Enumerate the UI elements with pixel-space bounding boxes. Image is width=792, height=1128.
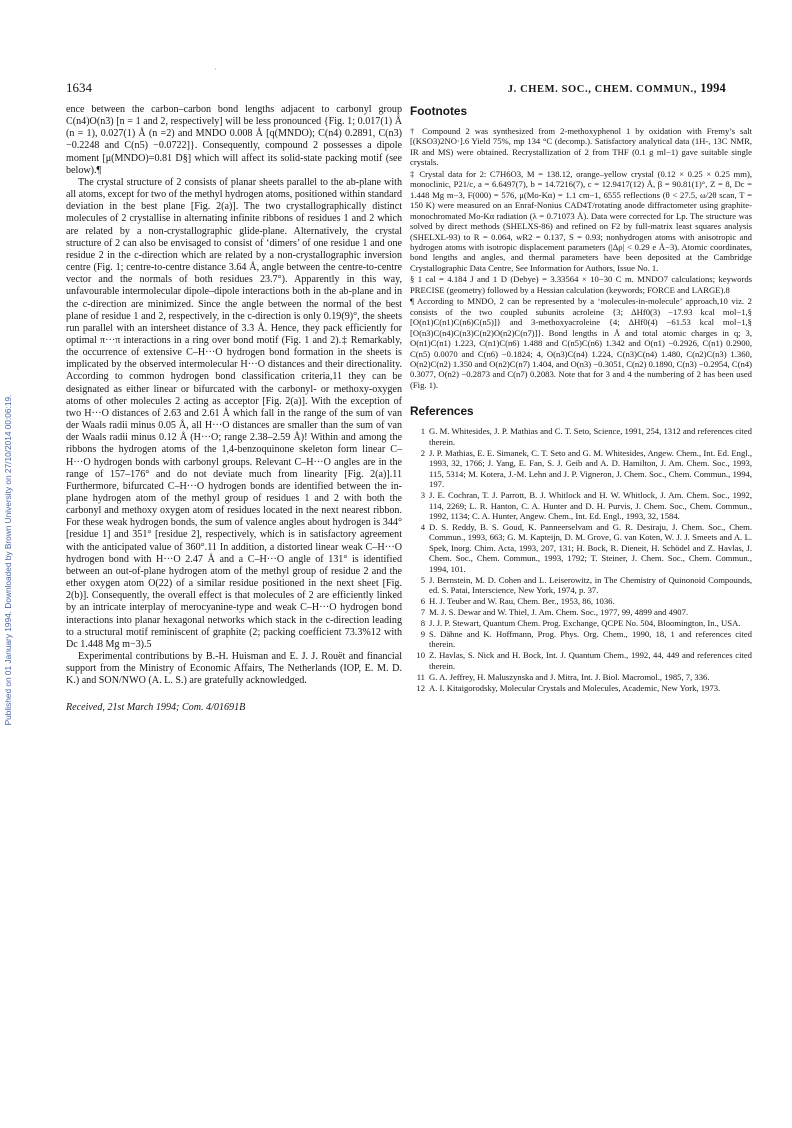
reference-item xyxy=(410,607,752,617)
reference-number: 4 xyxy=(420,521,425,532)
reference-item xyxy=(410,575,752,596)
reference-number: 5 xyxy=(420,574,425,585)
reference-text: G. A. Jeffrey, H. Maluszynska and J. Mitra, Int. J. Biol. Macromol., 1985, 7, 336. xyxy=(429,671,710,682)
journal-header xyxy=(508,81,726,96)
download-watermark: Published on 01 January 1994. Downloaded by Brown University on 27/10/2014 00:06:19. xyxy=(3,394,13,726)
footnote: ¶ According to MNDO, 2 can be represented by a ‘molecules-in-molecule’ approach,10 viz. 2 consists of the two coupled subunits acroleine {3; ΔHf0(3) −17.93 kcal mol−1,§ [O(n1)C(n1)C(n6)C(n5)]} and 3-methoxyacroleine {4; ΔHf0(4) −61.53 kcal mol−1,§ [O(n3)C(n4)C(n3)C(n2)O(n2)C(n7)]}. Bond lengths in Å and total atomic charges in q; 3, O(n1)C(n1) 1.223, C(n1)C(n6) 1.488 and C(n5)C(n6) 1.342 and O(n1) −0.2926, C(n1) 0.2900, C(n5) 0.0070 and C(n6) −0.1824; 4, O(n3)C(n4) 1.224, C(n3)C(n4) 1.480, C(n2)C(n3) 1.360, O(n2)C(n2) 1.350 and O(n2)C(n7) 1.404, and O(n3) −0.3051, C(n2) 0.1890, C(n3) −0.2954, C(n4) 0.3077, O(n2) −0.2873 and C(n7) 0.2083. Note that for 3 and 4 the numbering of 2 has been used (Fig. 1). xyxy=(410,296,752,390)
reference-item xyxy=(410,596,752,606)
journal-name: J. CHEM. SOC., CHEM. COMMUN., xyxy=(507,84,697,95)
footnote: § 1 cal = 4.184 J and 1 D (Debye) = 3.33564 × 10−30 C m. MNDO7 calculations; keywords PRECISE (geometry) followed by a Hessian calculation (keywords; FORCE and LARGE).8 xyxy=(410,274,752,295)
body-paragraph: ence between the carbon–carbon bond lengths adjacent to carbonyl group C(n4)O(n3) [n = 1 and 2, respectively] will be less pronounced {Fig. 1; 0.017(1) Å (n = 1), 0.027(1) Å (n =2) and MNDO 0.008 Å [q(MNDO); C(n4) 0.2891, C(n3) −0.2248 and C(n5) −0.0722]}. Consequently, compound 2 possesses a dipole moment [μ(MNDO)=0.81 D§] which will affect its solid-state packing motif (see below).¶ xyxy=(66,104,402,176)
reference-text: D. S. Reddy, B. S. Goud, K. Panneerselvam and G. R. Desiraju, J. Chem. Soc., Chem. Commun., 1993, 663; G. M. Kapteijn, D. M. Grove, G. van Koten, W. J. J. Smeets and A. L. Spek, Inorg. Chim. Acta, 1993, 207, 131; H. Bock, R. Dieneit, H. Schödel and Z. Havlas, J. Chem. Soc., Chem. Commun., 1993, 1792; T. Steiner, J. Chem. Soc., Chem. Commun., 1994, 101. xyxy=(429,521,752,574)
stray-mark: · xyxy=(214,64,217,74)
article-body xyxy=(66,104,402,688)
left-column xyxy=(66,104,402,713)
reference-number: 1 xyxy=(420,426,425,437)
right-column xyxy=(410,104,752,694)
reference-item xyxy=(410,426,752,447)
reference-text: J. Bernstein, M. D. Cohen and L. Leiserowitz, in The Chemistry of Quinonoid Compounds, ed. S. Patai, Interscience, New York, 1974, p. 37. xyxy=(429,574,752,596)
page-number: 1634 xyxy=(66,80,92,95)
reference-item xyxy=(410,629,752,650)
reference-number: 10 xyxy=(416,650,425,661)
reference-text: Z. Havlas, S. Nick and H. Bock, Int. J. Quantum Chem., 1992, 44, 449 and references cited therein. xyxy=(429,650,752,671)
reference-text: H. J. Teuber and W. Rau, Chem. Ber., 1953, 86, 1036. xyxy=(429,596,615,607)
footnotes-heading: Footnotes xyxy=(410,104,468,118)
reference-number: 12 xyxy=(416,682,425,693)
reference-number: 7 xyxy=(420,607,425,618)
references-list xyxy=(410,426,752,693)
reference-number: 6 xyxy=(420,596,425,607)
reference-text: G. M. Whitesides, J. P. Mathias and C. T. Seto, Science, 1991, 254, 1312 and references cited therein. xyxy=(429,426,752,447)
journal-year: 1994 xyxy=(700,81,726,95)
reference-text: A. I. Kitaigorodsky, Molecular Crystals and Molecules, Academic, New York, 1973. xyxy=(429,682,721,693)
reference-text: S. Dähne and K. Hoffmann, Prog. Phys. Org. Chem., 1990, 18, 1 and references cited therein. xyxy=(429,628,752,650)
reference-item xyxy=(410,650,752,671)
reference-number: 11 xyxy=(416,671,425,682)
footnote: ‡ Crystal data for 2: C7H6O3, M = 138.12, orange–yellow crystal (0.12 × 0.25 × 0.25 mm), monoclinic, P21/c, a = 6.6497(7), b = 14.7216(7), c = 12.9417(12) Å, β = 90.81(1)°, Z = 8, Dc = 1.448 Mg m−3, F(000) = 576, μ(Mo-Kα) = 1.1 cm−1, 6555 reflections (θ < 27.5, ω/2θ scan, T = 150 K) were measured on an Enraf-Nonius CAD4T/rotating anode diffractometer using graphite-monochromated Mo-Kα radiation (λ = 0.71073 Å). Data were corrected for Lp. The structure was solved by direct methods (SHELXS-86) and refined on F2 by full-matrix least squares analysis (SHELXL-93) to R = 0.064, wR2 = 0.137, S = 0.93; nonhydrogen atoms with anisotropic and hydrogen atoms with isotropic displacement parameters (|Δρ| < 0.29 e Å−3). Atomic coordinates, bond lengths and angles, and thermal parameters have been deposited at the Cambridge Crystallographic Data Centre, See Information for Authors, Issue No. 1. xyxy=(410,168,752,273)
reference-item xyxy=(410,618,752,628)
reference-text: J. E. Cochran, T. J. Parrott, B. J. Whitlock and H. W. Whitlock, J. Am. Chem. Soc., 1992, 114, 2269; L. R. Hanton, C. A. Hunter and D. H. Purvis, J. Chem. Soc., Chem. Commun., 1992, 1134; C. A. Hunter, Angew. Chem., Int. Ed. Engl., 1993, 32, 1584. xyxy=(429,490,752,521)
received-line: Received, 21st March 1994; Com. 4/01691B xyxy=(66,701,246,713)
footnotes-list xyxy=(410,126,752,390)
reference-text: J. J. P. Stewart, Quantum Chem. Prog. Exchange, QCPE No. 504, Bloomington, In., USA. xyxy=(429,617,741,628)
footnote: † Compound 2 was synthesized from 2-methoxyphenol 1 by oxidation with Fremy’s salt [(KSO3)2NO·].6 Yield 75%, mp 134 °C (decomp.). Satisfactory analytical data (1H-, 13C NMR, IR and MS) were obtained. Recrystallization of 2 from THF (0.1 g ml−1) gave suitable single crystals. xyxy=(410,126,752,168)
references-heading: References xyxy=(410,404,474,419)
reference-item xyxy=(410,522,752,574)
reference-number: 3 xyxy=(420,490,425,501)
reference-text: J. P. Mathias, E. E. Simanek, C. T. Seto and G. M. Whitesides, Angew. Chem., Int. Ed. Engl., 1993, 32, 1766; J. Yang, E. Fan, S. J. Geib and A. D. Hamilton, J. Am. Chem. Soc., 1993, 115, 5314; M. Kotera, J.-M. Lehn and J. P. Vigneron, J. Chem. Soc., Chem. Commun., 1994, 197. xyxy=(429,447,752,490)
body-paragraph: The crystal structure of 2 consists of planar sheets parallel to the ab-plane with all atoms, except for two of the methyl hydrogen atoms, positioned within standard deviation in the best plane [Fig. 2(a)]. The two crystallographically distinct molecules of 2 crystallise in alternating infinite ribbons of residues 1 and 2 which are related by a non-crystallographic glide-plane. Alternatively, the crystal structure of 2 can also be envisaged to consist of ‘dimers’ of one residue 1 and one residue 2 in the c-direction which are related by a non-crystallographic inversion centre (Fig. 1; centre-to-centre distance 3.64 Å, angle between the centre-to-centre vector and the normals of both residues 23.7°). Apparently in this way, unfavourable intermolecular dipole–dipole interactions both in the ab-plane and in the c-direction are minimized. Since the angle between the normal of the best plane of residue 1 and 2, respectively, in the c-direction is only 0.19(9)°, the sheets run parallel with an intersheet distance of 3.3 Å. Hence, they pack efficiently for optimal π···π interactions in a ring over bond motif (Fig. 1 and 2).‡ Remarkably, the occurrence of extensive C–H···O hydrogen bond formation in the sheets is implicated by the observed intermolecular H···O distances and their directionality. According to common hydrogen bond classification criteria,11 they can be designated as either linear or bifurcated with the carbonyl- or methoxy-oxygen atoms of other molecules 2 acting as acceptor [Fig. 2(a)]. With the exception of two H···O distances of 2.63 and 2.61 Å which fall in the range of the sum of van der Waals radii minus 0.05 Å, all H···O distances are smaller than the sum of van der Waals radii minus 0.12 Å (H···O; range 2.38–2.59 Å)! Within and among the ribbons the hydrogen atoms of the 1,4-benzoquinone skeleton form linear C–H···O hydrogen bonds with carbonyl groups. Relevant C–H···O angles are in the range of 157–176° and do not deviate much from linearity [Fig. 2(a)].11 Furthermore, bifurcated C–H···O hydrogen bonds are identified between the in-plane hydrogen atom of the methyl group of residues 1 and 2 with both the carbonyl and methoxy oxygen atom of residues located in the next nearest ribbon. For these weak hydrogen bonds, the sum of valence angles about hydrogen is 344° [residue 1] and 351° [residue 2], respectively, which is in satisfactory agreement with the anticipated value of 360°.11 In addition, a distorted linear weak C–H···O hydrogen bond with H···O 2.47 Å and a C–H···O angle of 131° is identified between an out-of-plane hydrogen atom of the methyl group of residue 2 and the ether oxygen atom O(22) of a similar residue positioned in the next sheet [Fig. 2(b)]. Consequently, the overall effect is that molecules of 2 are efficiently linked by an intricate interplay of merocyanine-type and weak C–H···O hydrogen bond interactions into planar hexagonal networks which stack in the c-direction leading to a structural motif reminiscent of graphite (2; packing coefficient 73.3%12 with Dc 1.448 Mg m−3).5 xyxy=(66,176,402,650)
reference-text: M. J. S. Dewar and W. Thiel, J. Am. Chem. Soc., 1977, 99, 4899 and 4907. xyxy=(429,607,689,618)
reference-item xyxy=(410,683,752,693)
reference-number: 2 xyxy=(420,447,425,458)
reference-item xyxy=(410,448,752,490)
reference-number: 8 xyxy=(420,617,425,628)
reference-item xyxy=(410,672,752,682)
reference-number: 9 xyxy=(420,628,425,639)
acknowledgement-paragraph: Experimental contributions by B.-H. Huisman and E. J. J. Rouët and financial support from the Ministry of Economic Affairs, The Netherlands (IOP, E. M. D. K.) and SON/NWO (A. L. S.) are gratefully acknowledged. xyxy=(66,651,402,687)
reference-item xyxy=(410,490,752,521)
